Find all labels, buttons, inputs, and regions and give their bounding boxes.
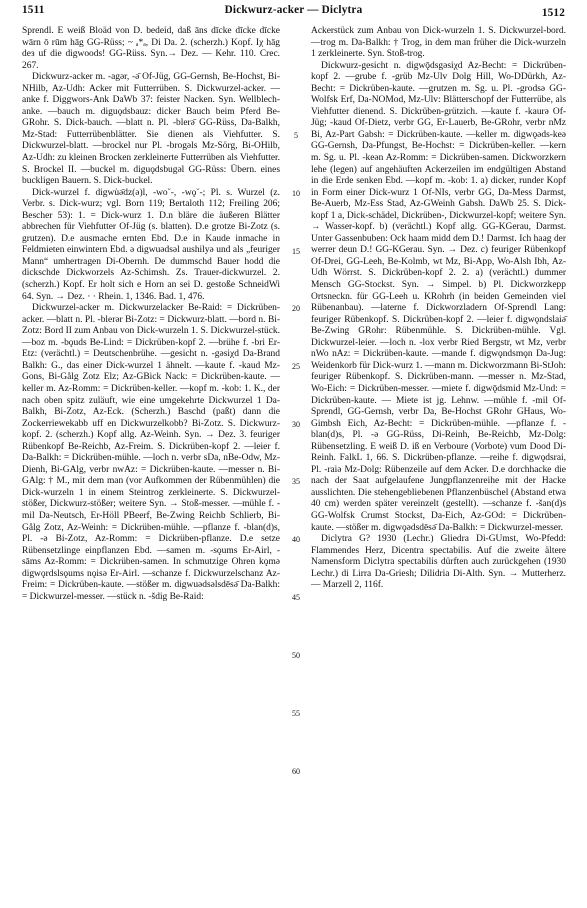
line-number: 15 xyxy=(292,247,300,256)
line-number: 60 xyxy=(292,767,300,776)
right-column xyxy=(311,26,566,592)
line-number: 30 xyxy=(292,420,300,429)
line-number: 50 xyxy=(292,651,300,660)
page-number-right: 1512 xyxy=(541,7,565,19)
left-column xyxy=(22,26,280,603)
entry-text: Dickwurzel-acker m. Dickwurzelacker Be-Raid: = Dickrüben-acker. —blatt n. Pl. -blerǝr Bi-Zotz: = Dickwurz-blatt. —bord n. Bi-Zotz: Bord II zum Anbau von Dick-wurzeln 1. S. Dickwurzel-stück. —boz m. -bǫuds Be-Lind: = Dickrüben-kopf 2. —brühe f. -bri Er-Etz: (verächtl.) = Deutschenbrühe. —gesicht n. -gǝsiχd Da-Brand Balkh: G., das einer Dick-wurzel 1 ähnelt. —kaute f. -kaud Mz-Gons, Bi-Gålg Zotz Elz; Az-GBick Nack: = Dickrüben-kaute. —keller m. Az-Romm: = Dickrüben-keller. —kopf m. -kob: 1. K., der nach oben spitz zuläuft, wie eine umgekehrte Dickwurzel 1 Da-Balkh, Bi-Zotz, Az-Eck. (Scherzh.) Baschd (paßt) dann die Zockerriewekabb uff en Dickwurzelkobb? Bi-Zotz. S. Dickwurz-kopf. 2. (scherzh.) Kopf allg. Az-Weinh. Syn. → Dez. 3. feuriger Rübenkopf Be-Reichb, Az-Freim. S. Dickrüben-kopf 2. —leier f. Da-Balkh: = Dickrüben-mühle. —loch n. verbr sDa, nBe-Odw, Mz-Dienh, Bi-GAlg, verbr nwAz: = Dickrüben-kaute. —messer n. Bi-GAlg: † M., mit dem man (vor Aufkommen der Rübenmühlen) die Dick-wurzeln 1 in einem Steintrog zerkleinerte. S. Dickwurzel-stößer, Dickwurz-stößer; weitere Syn. → Stoß-messer. —mühle f. -mil Da-Neutsch, Er-Höll PBeerf, Be-Zwing Reichb Schlierb, Bi-Gålg Zotz, Az-Weinh: = Dickrüben-mühle. —pflanze f. -blan(d)s, Pl. -ǝ Bi-Zotz, Az-Romm: = Dickrüben-pflanze. D.e setze Rübensetzlinge einpflanzen Ebd. —samen m. -sǫums Er-Airl, -sāms Az-Romm: = Dickrüben-samen. In schmutzige Ohren kǫmǝ digwǫrdslsǫums nǫisǝ Er-Airl. —schanze f. Dickwurzelschanz Az-Freim: = Dickrüben-kaute. —stößer m. digwuǝdsǝlsdēsǝ̄ Da-Balkh: = Dickwurzel-messer. —stück n. -šdig Be-Raid: xyxy=(22,303,280,602)
running-title: Dickwurz-acker — Diclytra xyxy=(224,4,363,16)
line-number: 10 xyxy=(292,189,300,198)
line-number: 55 xyxy=(292,709,300,718)
line-number: 20 xyxy=(292,304,300,313)
entry-text: Dickwurz-gesicht n. digwǭdsgǝsiχd Az-Becht: = Dickrüben-kopf 2. —grube f. -grüb Mz-Ulv Dolg Hill, Wo-DDürkh, Az-Becht: = Dickrüben-kaute. —grutzen m. Sg. u. Pl. -grodsǝ GG-Wolfsk Erf, Da-NOMod, Mz-Ulv: Blätterschopf der Futterrübe, als Viehfutter dienend. S. Dickrüben-grützich. —kaute f. -kaurǝ Of-Jüg; -kaud Of-Dietz, verbr GG, Er-Lauerb, Be-GRohr, verbr nMz Bi, Az-Part Gabsh: = Dickrüben-kaute. —keller m. digwǫǝds-keǝ GG-Gernsh, Da-Pfungst, Be-Hochst: = Dickrüben-keller. —kern m. Sg. u. Pl. -keǝn Az-Romm: = Dickrüben-samen. Dickworzkern lehe (legen) auf angehäuften Ackerzeilen im endgültigen Abstand in die Erde senken Ebd. —kopf m. -kob: 1. a) dicker, runder Kopf in Form einer Dick-wurz 1 Of-NIs, verbr GG, Da-Mess Darmst, Be-Auerb, Mz-Ess Stad, Az-GWeinh Gabsh. DaWb 25. S. Dick-kopf 1 a, Dick-schädel, Dickrüben-, Dickwurzel-kopf; weitere Syn. → Wasser-kopf. b) (verächtl.) Kopf allg. GG-KGerau, Darmst. Unter Gassenbuben: Ock haam midd dem D.! Darmst. Ich haag der werrer deun D.! GG-KGerau. Syn. → Dez. c) feuriger Rübenkopf Of-Drei, GG-Leeh, Be-Kolmb, wt Mz, Bi-App, Wo-Alsh Ibh, Az-Udh Wörrst. S. Dickrüben-kopf 2. 2. a) (verächtl.) dummer Mensch GG-Stockst. Syn. → Simpel. b) Pl. Dickworzkepp Ortsneckn. für GG-Leeh u. KRohrh (in beiden Gemeinden viel Rübenanbau). —laterne f. Dickworzladern Of-Sprendl Lang: feuriger Rübenkopf. S. Dickrüben-kopf 2. —leier f. digwǫndslaiǝ̄ Be-Zwing GRohr: Rübenmühle. S. Dickrüben-mühle. Vgl. Dickwurzel-leier. —loch n. -lox verbr Ried Bergstr, wt Mz, verbr nWo nAz: = Dickrüben-kaute. —mande f. digwǫndsmǫn Da-Jug: Weidenkorb für Dick-wurz 1. —mann m. Dickworzmann Bi-StJoh: feuriger Rübenkopf. S. Dickrüben-mann. —messer n. Mz-Stad, Wo-Eich: = Dickrüben-messer. —miete f. digwǭdsmid Mz-Und: = Dickrüben-kaute. — Miete ist jg. Lehnw. —mühle f. -mil Of-Sprendl, GG-Gernsh, verbr Da, Be-Hochst GRohr GHaus, Wo-Gimbsh Eich, Az-Becht: = Dickrüben-mühle. —pflanze f. -blan(d)s, Pl. -ǝ GG-Rüss, Di-Reinh, Be-Reichb, Mz-Dolg: Rübensetzling. E weiß D. iß en Verboure (Vorbote) vum Dood Di-Reinh. FalkL 1, 66. S. Dickrüben-pflanze. —reihe f. digwǫdsrai, Pl. -raiǝ Mz-Dolg: Rübenzeile auf dem Acker. D.e dorchhacke die nach der Saat aufgelaufene Jungpflanzenreihe mit der Hacke ausslichten. Die stehengebliebenen Pflanzenbüschel (Abstand etwa 40 cm) werden später vereinzelt (gestellt). —schanze f. -šan(d)s GG-Wolfsk Crumst Stockst, Da-Eich, Az-GOd: = Dickrüben-kaute. —stößer m. digwǫǝdsdēsǝ̄ Da-Balkh: = Dickwurzel-messer. xyxy=(311,60,566,533)
entry-text: Diclytra G? 1930 (Lechr.) Gliedra Di-GUmst, Wo-Pfedd: Flammendes Herz, Dicentra spectabilis. Auf die zweite ältere Namensform Diclytra spectabilis dürften auch zurückgehen (1930 Lechr.) di Lirra Da-Griesh; Dilidria Di-Alth. Syn. → Mutterherz. — Marzell 2, 116f. xyxy=(311,534,566,591)
line-number: 45 xyxy=(292,593,300,602)
line-number: 35 xyxy=(292,477,300,486)
running-header xyxy=(22,4,565,20)
line-number: 25 xyxy=(292,362,300,371)
entry-text: Dickwurz-acker m. -agǝr, -ǝ̄ Of-Jüg, GG-Gernsh, Be-Hochst, Bi-NHilb, Az-Udh: Acker mit Futterrüben. S. Dickwurzel-acker. —anke f. Diggwors-Ank DaWb 37: feister Nacken. Syn. Wellblech-anke. —bauch m. diguǫdsbauz: dicker Bauch beim Pferd Be-GRohr. S. Dick-bauch. —blatt n. Pl. -blerǝ̄ GG-Rüss, Da-Balkh, Mz-Stad: Futterrübenblätter. Sie dienen als Viehfutter. S. Dickwurzel-blatt. —brockel nur Pl. -brogǝls Mz-Sörg, Bi-OHilb, Az-Udh: zu kleinen Brocken zerkleinerte Futterrüben als Viehfutter. S. Brockel II. —buckel m. diguǫdsbugǝl GG-Rüss: Übern. eines buckligen Bauern. S. Dick-buckel. xyxy=(22,72,280,187)
entry-text: Ackerstück zum Anbau von Dick-wurzeln 1. S. Dickwurzel-bord. —trog m. Da-Balkh: † Trog, in dem man früher die Dick-wurzeln 1 zerkleinerte. Syn. Stoß-trog. xyxy=(311,26,566,60)
line-number: 40 xyxy=(292,535,300,544)
entry-text: Dick-wurzel f. digwu̇ǝ̄dz(ǝ)l, -wo˘-, -wǫ˘-; Pl. s. Wurzel (z. Verbr. s. Dick-wurz; vgl. Born 119; Bertaloth 112; Freiling 206; Bescher 53): 1. = Dick-wurz 1. D.n blärе die äußeren Blätter abbrechen für Viehfutter Of-Jüg (s. blatten). D.e grotze Bi-Zotz (s. grutzen). D.e ausmache ernten Ebd. D.e in Kaude inmache in Feldmieten einwintern Ebd. ǝ digwuǝdsǝl aushilyǝ und als „feuriger Mann“ umhertragen Di-Obernh. De dummschd Bauer hodd die dickschde Dickworzels Az-Schimsh. Zs. Trauer-dickwurzel. 2. (scherzh.) Kopf. Er holt sich e Horn an sei D. gestoße SchneidWi 64. Syn. → Dez. · · Rhein. 1, 1346. Bad. 1, 476. xyxy=(22,187,280,302)
page-number-left: 1511 xyxy=(22,4,45,16)
line-number: 5 xyxy=(294,131,298,140)
entry-text: Sprendl. E weiß Bloäd von D. bedeid, daß ānѕ dīcke dīcke dīcke wārn ō rūm hāg GG-Rüss; ~ ₐ*ₐ, Di Da. 2. (scherzh.) Kopf. Iχ hāg deз uf die digwoods! GG-Rüss. Syn.→ Dez. — Kehr. 110. Crec. 267. xyxy=(22,26,280,71)
